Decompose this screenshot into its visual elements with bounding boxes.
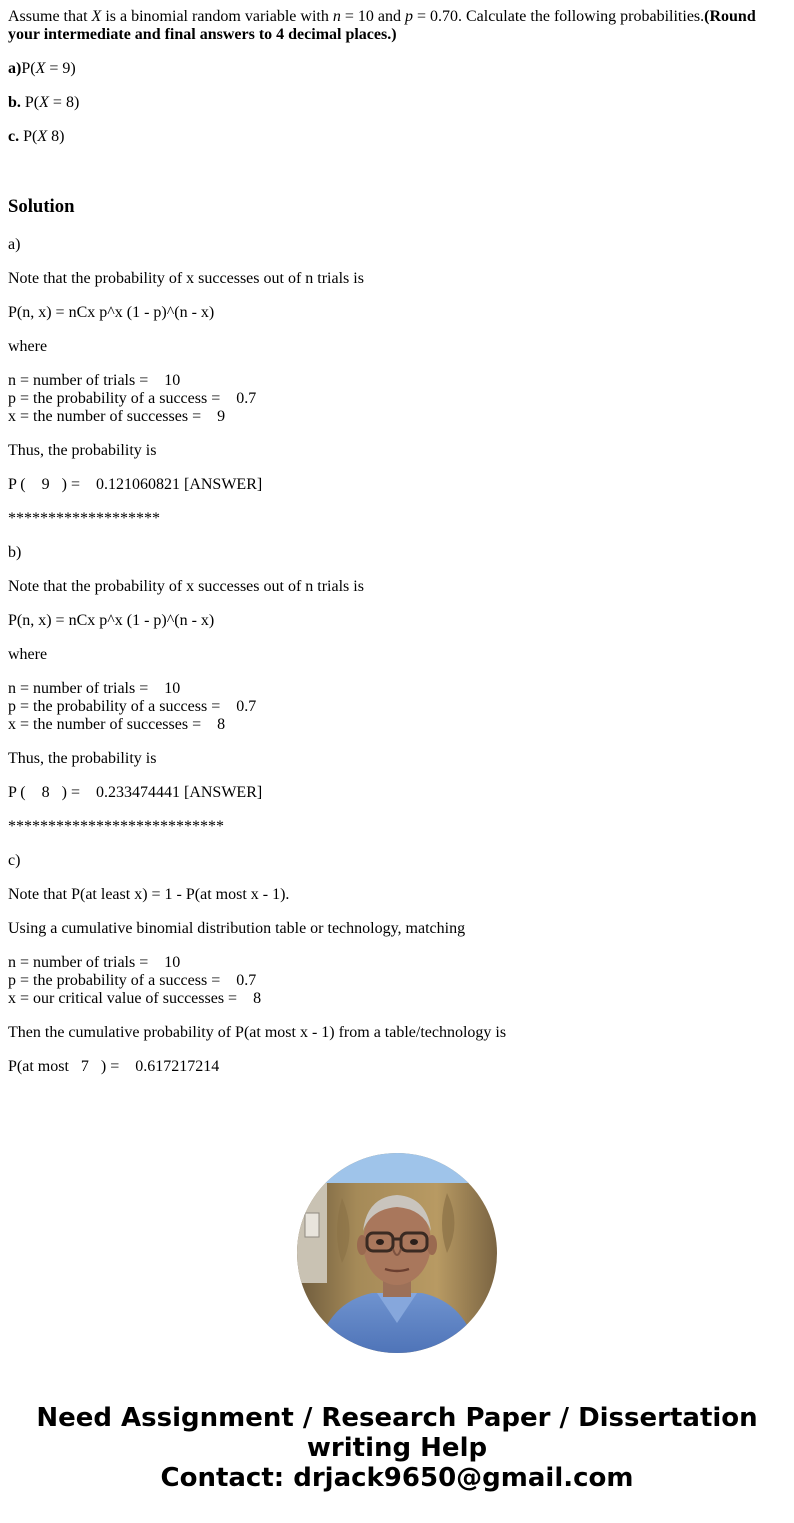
- var-x: X: [91, 8, 102, 25]
- footer-line-2: writing Help: [306, 1433, 488, 1463]
- var-p: p: [404, 8, 413, 25]
- part-var: X: [37, 128, 48, 145]
- question-intro: = 0.70. Calculate the following probabilities.: [412, 8, 705, 25]
- part-label: b.: [8, 94, 21, 111]
- question-part-b: [8, 94, 786, 112]
- contact-footer: [0, 1403, 794, 1493]
- part-expr: P(: [20, 94, 40, 111]
- part-expr: P(: [19, 128, 38, 145]
- n-line: n = number of trials = 10: [8, 372, 181, 389]
- question-text: [8, 8, 786, 44]
- solution-thus: Thus, the probability is: [8, 442, 157, 459]
- solution-note: Note that P(at least x) = 1 - P(at most x - 1).: [8, 886, 290, 903]
- solution-where: where: [8, 338, 48, 355]
- question-section: [8, 8, 786, 146]
- separator: ***************************: [8, 818, 224, 835]
- p-line: p = the probability of a success = 0.7: [8, 390, 257, 407]
- solution-where: where: [8, 646, 48, 663]
- solution-formula: P(n, x) = nCx p^x (1 - p)^(n - x): [8, 304, 215, 321]
- question-part-a: [8, 60, 786, 78]
- part-label: c.: [8, 128, 20, 145]
- solution-part-c-label: c): [8, 852, 21, 869]
- separator: *******************: [8, 510, 160, 527]
- part-var: X: [39, 94, 49, 111]
- solution-params: [8, 680, 786, 734]
- part-expr: = 9): [45, 60, 76, 77]
- rounding-instruction: (Round your intermediate and final answers to 4 decimal places.): [8, 8, 760, 43]
- part-expr: P(: [21, 60, 36, 77]
- solution-params: [8, 954, 786, 1008]
- x-line: x = our critical value of successes = 8: [8, 990, 262, 1007]
- solution-result: P ( 8 ) = 0.233474441 [ANSWER]: [8, 784, 263, 801]
- solution-note: Note that the probability of x successes out of n trials is: [8, 270, 364, 287]
- question-intro: = 10 and: [340, 8, 405, 25]
- var-n: n: [332, 8, 341, 25]
- solution-formula: P(n, x) = nCx p^x (1 - p)^(n - x): [8, 612, 215, 629]
- question-part-c: [8, 128, 786, 146]
- part-expr: = 8): [48, 94, 80, 111]
- p-line: p = the probability of a success = 0.7: [8, 972, 257, 989]
- question-intro: Assume that: [8, 8, 92, 25]
- footer-line-1: Need Assignment / Research Paper / Dissertation: [36, 1403, 758, 1433]
- n-line: n = number of trials = 10: [8, 954, 181, 971]
- x-line: x = the number of successes = 9: [8, 408, 226, 425]
- solution-params: [8, 372, 786, 426]
- part-label: a): [8, 60, 22, 77]
- solution-heading: Solution: [8, 196, 75, 217]
- n-line: n = number of trials = 10: [8, 680, 181, 697]
- x-line: x = the number of successes = 8: [8, 716, 226, 733]
- footer-contact-line: Contact: drjack9650@gmail.com: [160, 1463, 634, 1493]
- p-line: p = the probability of a success = 0.7: [8, 698, 257, 715]
- solution-thus: Thus, the probability is: [8, 750, 157, 767]
- solution-result: P ( 9 ) = 0.121060821 [ANSWER]: [8, 476, 263, 493]
- solution-result: P(at most 7 ) = 0.617217214: [8, 1058, 220, 1075]
- document-body: [8, 8, 786, 1092]
- solution-note: Note that the probability of x successes out of n trials is: [8, 578, 364, 595]
- avatar-portrait-image: [297, 1153, 497, 1353]
- solution-part-a-label: a): [8, 236, 21, 253]
- part-expr: 8): [47, 128, 65, 145]
- solution-part-b-label: b): [8, 544, 22, 561]
- solution-then: Then the cumulative probability of P(at most x - 1) from a table/technology is: [8, 1024, 507, 1041]
- solution-using: Using a cumulative binomial distribution table or technology, matching: [8, 920, 466, 937]
- question-intro: is a binomial random variable with: [101, 8, 333, 25]
- author-avatar: [297, 1153, 497, 1353]
- part-var: X: [35, 60, 46, 77]
